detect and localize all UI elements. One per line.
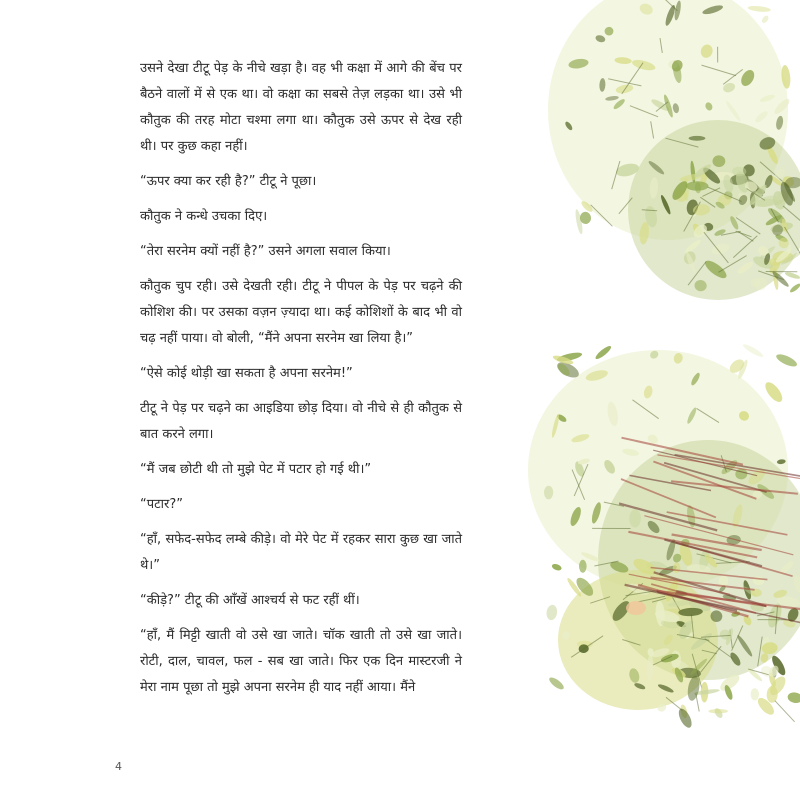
- page-number: 4: [115, 760, 122, 773]
- leaf: [547, 675, 565, 691]
- leaf: [789, 282, 800, 293]
- leaf: [594, 344, 613, 361]
- paragraph: कौतुक ने कन्धे उचका दिए।: [140, 209, 268, 224]
- leaf: [787, 691, 800, 704]
- leaf: [748, 5, 771, 13]
- story-text: [140, 56, 462, 710]
- leaf: [761, 14, 770, 24]
- leaf: [751, 688, 759, 700]
- leaf: [742, 343, 765, 359]
- paragraph: “हाँ, सफेद-सफेद लम्बे कीड़े। वो मेरे पेट में रहकर सारा कुछ खा जाते थे।”: [140, 532, 462, 573]
- paragraph: “ऊपर क्या कर रही है?” टीटू ने पूछा।: [140, 174, 317, 189]
- paint-spot: [626, 601, 646, 615]
- paragraph: “तेरा सरनेम क्यों नहीं है?” उसने अगला सवाल किया।: [140, 244, 391, 259]
- paragraph: कौतुक चुप रही। उसे देखती रही। टीटू ने पीपल के पेड़ पर चढ़ने की कोशिश की। पर उसका वज़न ज़्यादा था। कई कोशिशों के बाद भी वो चढ़ नहीं पाया। वो बोली, “मैंने अपना सरनेम खा लिया है।”: [140, 279, 462, 346]
- paragraph: “पटार?”: [140, 497, 183, 512]
- leaf: [784, 271, 800, 280]
- leaf: [689, 136, 706, 141]
- branch-stroke: [775, 701, 795, 722]
- leaf: [709, 709, 728, 713]
- paragraph: “कीड़े?” टीटू की आँखें आश्चर्य से फट रहीं थीं।: [140, 593, 360, 608]
- paragraph: उसने देखा टीटू पेड़ के नीचे खड़ा है। वह भी कक्षा में आगे की बेंच पर बैठने वालों में से एक था। वो कक्षा का सबसे तेज़ लड़का था। उसे भी कौतुक की तरह मोटा चश्मा लगा था। कौतुक उसे ऊपर से देख रही थी। पर कुछ कहा नहीं।: [140, 61, 462, 154]
- paragraph: “मैं जब छोटी थी तो मुझे पेट में पटार हो गई थी।”: [140, 462, 372, 477]
- leaf: [546, 604, 558, 621]
- paragraph: टीटू ने पेड़ पर चढ़ने का आइडिया छोड़ दिया। वो नीचे से ही कौतुक से बात करने लगा।: [140, 401, 462, 442]
- paragraph: “ऐसे कोई थोड़ी खा सकता है अपना सरनेम!”: [140, 366, 353, 381]
- branch-stroke: [696, 694, 699, 712]
- leaf: [762, 379, 785, 404]
- tree-foliage-illustration: [518, 0, 800, 800]
- leaf: [775, 352, 799, 369]
- leaf: [686, 181, 709, 190]
- leaf: [579, 560, 587, 573]
- leaf: [551, 563, 562, 572]
- paragraph: “हाँ, मैं मिट्टी खाती वो उसे खा जाते। चॉक खाती तो उसे खा जाते। रोटी, दाल, चावल, फल - सब खा जाते। फिर एक दिन मास्टरजी ने मेरा नाम पूछा तो मुझे अपना सरनेम ही याद नहीं आया। मैंने: [140, 628, 462, 695]
- foliage-leaves: [528, 0, 800, 730]
